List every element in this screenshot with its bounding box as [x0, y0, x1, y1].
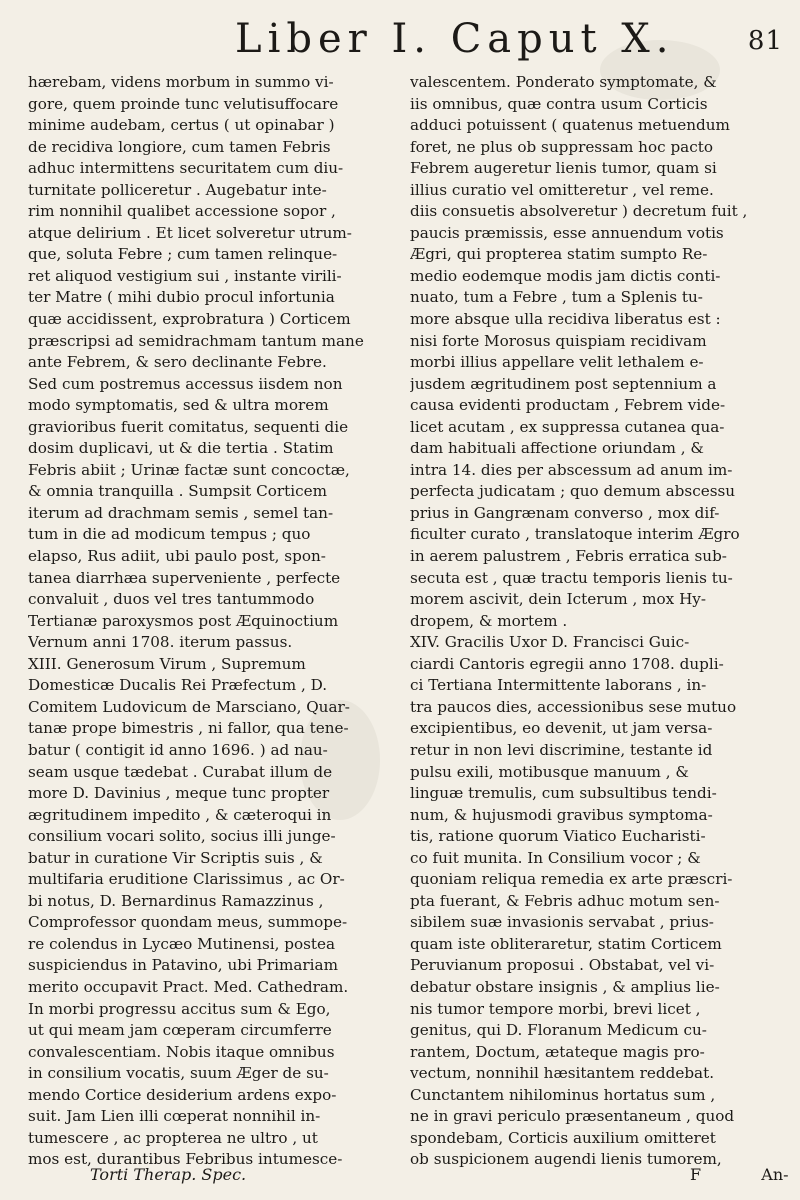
- text-line: retur in non levi discrimine, testante id: [410, 740, 713, 759]
- text-line: Comitem Ludovicum de Marsciano, Quar-: [28, 697, 350, 716]
- text-line: mendo Cortice desiderium ardens expo-: [28, 1085, 337, 1104]
- text-line: consilium vocari solito, socius illi junge-: [28, 827, 336, 846]
- text-line: ægritudinem impedito , & cæteroqui in: [28, 805, 332, 824]
- text-line: nisi forte Morosus quispiam recidivam: [410, 331, 707, 350]
- text-line: Sed cum postremus accessus iisdem non: [28, 374, 343, 393]
- text-line: paucis præmissis, esse annuendum votis: [410, 223, 724, 242]
- text-line: tumescere , ac propterea ne ultro , ut: [28, 1128, 318, 1147]
- text-line: morem ascivit, dein Icterum , mox Hy-: [410, 590, 707, 609]
- text-line: suspiciendus in Patavino, ubi Primariam: [28, 956, 338, 975]
- text-line: turnitate polliceretur . Augebatur inte-: [28, 180, 327, 199]
- text-line: tanæ prope bimestris , ni fallor, qua tene-: [28, 719, 349, 738]
- left-text-column: [28, 72, 388, 1172]
- text-line: tra paucos dies, accessionibus sese mutuo: [410, 697, 737, 716]
- text-line: præscripsi ad semidrachmam tantum mane: [28, 331, 364, 350]
- text-line: pta fuerant, & Febris adhuc motum sen-: [410, 891, 720, 910]
- text-line: causa evidenti productam , Febrem vide-: [410, 396, 726, 415]
- text-line: In morbi progressu accitus sum & Ego,: [28, 999, 331, 1018]
- text-line: debatur obstare insignis , & amplius lie-: [410, 977, 720, 996]
- text-line: ter Matre ( mihi dubio procul infortunia: [28, 288, 335, 307]
- running-title: Liber I. Caput X.: [235, 16, 675, 62]
- text-line: minime audebam, certus ( ut opinabar ): [28, 116, 335, 135]
- text-line: de recidiva longiore, cum tamen Febris: [28, 137, 331, 156]
- text-line: bi notus, D. Bernardinus Ramazzinus ,: [28, 891, 324, 910]
- text-line: mos est, durantibus Febribus intumesce-: [28, 1150, 343, 1169]
- text-line: atque delirium . Et licet solveretur utrum-: [28, 223, 352, 242]
- text-line: medio eodemque modis jam dictis conti-: [410, 266, 721, 285]
- text-line: & omnia tranquilla . Sumpsit Corticem: [28, 482, 327, 501]
- text-line: ret aliquod vestigium sui , instante virili-: [28, 266, 342, 285]
- text-line: licet acutam , ex suppressa cutanea qua-: [410, 417, 725, 436]
- text-line: ci Tertiana Intermittente laborans , in-: [410, 676, 707, 695]
- text-line: tis, ratione quorum Viatico Eucharisti-: [410, 827, 706, 846]
- text-line: quæ accidissent, exprobratura ) Corticem: [28, 310, 351, 329]
- text-line: more absque ulla recidiva liberatus est :: [410, 310, 721, 329]
- text-line: Febrem augeretur lienis tumor, quam si: [410, 159, 717, 178]
- text-line: ante Febrem, & sero declinante Febre.: [28, 353, 327, 372]
- text-line: Ægri, qui propterea statim sumpto Re-: [410, 245, 708, 264]
- text-line: que, soluta Febre ; cum tamen relinque-: [28, 245, 338, 264]
- text-line: Peruvianum proposui . Obstabat, vel vi-: [410, 956, 715, 975]
- text-line: genitus, qui D. Floranum Medicum cu-: [410, 1021, 707, 1040]
- text-line: Tertianæ paroxysmos post Æquinoctium: [28, 611, 339, 630]
- text-line: seam usque tædebat . Curabat illum de: [28, 762, 333, 781]
- text-line: nuato, tum a Febre , tum a Splenis tu-: [410, 288, 703, 307]
- text-line: iis omnibus, quæ contra usum Corticis: [410, 94, 708, 113]
- signature-line: Torti Therap. Spec.: [90, 1165, 247, 1184]
- text-line: XIV. Gracilis Uxor D. Francisci Guic-: [410, 633, 690, 652]
- text-line: ob suspicionem augendi lienis tumorem,: [410, 1150, 722, 1169]
- text-line: sibilem suæ invasionis servabat , prius-: [410, 913, 714, 932]
- text-line: ficulter curato , translatoque interim Ægro: [410, 525, 740, 544]
- text-line: modo symptomatis, sed & ultra morem: [28, 396, 329, 415]
- text-line: jusdem ægritudinem post septennium a: [410, 374, 717, 393]
- text-line: quam iste obliteraretur, statim Corticem: [410, 934, 722, 953]
- right-text-column: [410, 72, 770, 1172]
- text-line: dosim duplicavi, ut & die tertia . Statim: [28, 439, 334, 458]
- text-line: tum in die ad modicum tempus ; quo: [28, 525, 311, 544]
- text-line: in aerem palustrem , Febris erratica sub-: [410, 547, 727, 566]
- text-line: adhuc intermittens securitatem cum diu-: [28, 159, 344, 178]
- text-line: Domesticæ Ducalis Rei Præfectum , D.: [28, 676, 328, 695]
- text-line: ne in gravi periculo præsentaneum , quod: [410, 1107, 735, 1126]
- text-line: perfecta judicatam ; quo demum abscessu: [410, 482, 736, 501]
- text-line: adduci potuissent ( quatenus metuendum: [410, 116, 730, 135]
- text-line: co fuit munita. In Consilium vocor ; &: [410, 848, 701, 867]
- page-number: 81: [747, 26, 783, 56]
- text-line: secuta est , quæ tractu temporis lienis tu-: [410, 568, 733, 587]
- text-line: more D. Davinius , meque tunc propter: [28, 784, 330, 803]
- text-line: morbi illius appellare velit lethalem e-: [410, 353, 704, 372]
- text-line: foret, ne plus ob suppressam hoc pacto: [410, 137, 713, 156]
- text-line: hærebam, videns morbum in summo vi-: [28, 73, 334, 91]
- text-line: prius in Gangrænam converso , mox dif-: [410, 503, 720, 522]
- signature-and-catchword: [690, 1165, 789, 1184]
- text-line: convalescentiam. Nobis itaque omnibus: [28, 1042, 335, 1061]
- text-line: dam habituali affectione oriundam , &: [410, 439, 704, 458]
- text-line: convaluit , duos vel tres tantummodo: [28, 590, 315, 609]
- text-line: Febris abiit ; Urinæ factæ sunt concoctæ,: [28, 460, 350, 479]
- text-line: num, & hujusmodi gravibus symptoma-: [410, 805, 713, 824]
- text-line: rantem, Doctum, ætateque magis pro-: [410, 1042, 705, 1061]
- signature-mark: F: [690, 1165, 702, 1184]
- text-line: suit. Jam Lien illi cœperat nonnihil in-: [28, 1107, 321, 1126]
- text-line: iterum ad drachmam semis , semel tan-: [28, 503, 334, 522]
- text-line: rim nonnihil qualibet accessione sopor ,: [28, 202, 336, 221]
- text-line: dropem, & mortem .: [410, 611, 568, 630]
- text-line: Comprofessor quondam meus, summope-: [28, 913, 348, 932]
- text-line: spondebam, Corticis auxilium omitteret: [410, 1128, 716, 1147]
- text-line: intra 14. dies per abscessum ad anum im-: [410, 460, 733, 479]
- text-line: valescentem. Ponderato symptomate, &: [410, 73, 717, 91]
- text-line: Cunctantem nihilominus hortatus sum ,: [410, 1085, 716, 1104]
- text-line: XIII. Generosum Virum , Supremum: [28, 654, 306, 673]
- text-line: gravioribus fuerit comitatus, sequenti die: [28, 417, 349, 436]
- text-line: vectum, nonnihil hæsitantem reddebat.: [410, 1064, 715, 1083]
- text-line: elapso, Rus adiit, ubi paulo post, spon-: [28, 547, 326, 566]
- text-line: ciardi Cantoris egregii anno 1708. dupli-: [410, 654, 724, 673]
- text-line: linguæ tremulis, cum subsultibus tendi-: [410, 784, 717, 803]
- text-line: merito occupavit Pract. Med. Cathedram.: [28, 977, 349, 996]
- text-line: batur ( contigit id anno 1696. ) ad nau-: [28, 740, 328, 759]
- text-line: excipientibus, eo devenit, ut jam versa-: [410, 719, 713, 738]
- text-line: multifaria eruditione Clarissimus , ac Or-: [28, 870, 345, 889]
- text-line: re colendus in Lycæo Mutinensi, postea: [28, 934, 336, 953]
- catchword: An-: [761, 1165, 789, 1184]
- text-line: quoniam reliqua remedia ex arte præscri-: [410, 870, 733, 889]
- text-line: gore, quem proinde tunc velutisuffocare: [28, 94, 339, 113]
- text-line: illius curatio vel omitteretur , vel reme.: [410, 180, 714, 199]
- text-line: ut qui meam jam cœperam circumferre: [28, 1021, 332, 1040]
- text-line: nis tumor tempore morbi, brevi licet ,: [410, 999, 701, 1018]
- text-line: batur in curatione Vir Scriptis suis , &: [28, 848, 323, 867]
- text-line: diis consuetis absolveretur ) decretum fuit ,: [410, 202, 748, 221]
- text-line: tanea diarrhæa superveniente , perfecte: [28, 568, 341, 587]
- running-header: [235, 14, 795, 64]
- text-line: in consilium vocatis, suum Æger de su-: [28, 1064, 329, 1083]
- text-line: pulsu exili, motibusque manuum , &: [410, 762, 689, 781]
- text-line: Vernum anni 1708. iterum passus.: [28, 633, 293, 652]
